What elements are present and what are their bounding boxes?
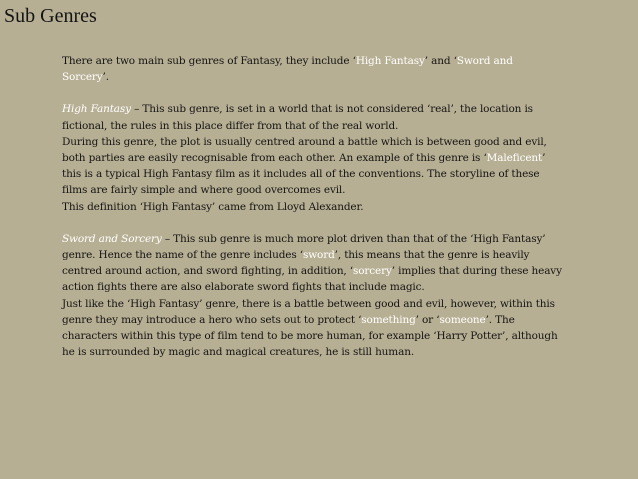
intro-text: ’ and ‘ [424,55,457,67]
paragraph-text: Just like the ‘High Fantasy’ genre, there is a battle between good and evil, however, within this genre they may introduce a hero who sets out to protect ‘ [62,297,555,326]
highlight-something: something [361,313,416,326]
paragraph-text: – This sub genre is much more plot driven than that of the ‘High Fantasy’ genre. Hence the name of the genre includes ‘ [62,232,546,262]
highlight-sword-and-sorcery: Sword and Sorcery [62,55,513,84]
paragraph-text: ’ or ‘ [415,313,440,326]
slide-body [62,53,562,360]
high-fantasy-definition [62,101,562,133]
term-sword-and-sorcery: Sword and Sorcery [62,232,162,245]
intro-text: ’. [102,71,109,84]
sword-sorcery-definition [62,231,562,296]
intro-paragraph [62,53,562,85]
sword-sorcery-comparison [62,296,562,361]
paragraph-text: ’ implies that during these heavy action fights there are also elaborate sword fights that include magic. [62,265,562,294]
highlight-high-fantasy: High Fantasy [355,55,425,67]
highlight-someone: someone [439,313,486,326]
intro-text: There are two main sub genres of Fantasy, they include ‘ [62,55,356,67]
highlight-sword: sword [302,249,335,262]
paragraph-gap [62,85,562,101]
highlight-sorcery: sorcery [353,265,392,278]
paragraph-text: – This sub genre, is set in a world that is not considered ‘real’, the location is fictional, the rules in this place differ from that of the real world. [62,103,533,132]
paragraph-text: ’, this means that the genre is heavily centred around action, and sword fighting, in addition, ‘ [62,249,530,278]
paragraph-text: ’. The characters within this type of film tend to be more human, for example ‘Harry Potter’, although he is surrounded by magic and magical creatures, he is still human. [62,313,558,359]
paragraph-text: During this genre, the plot is usually centred around a battle which is between good and evil, both parties are easily recognisable from each other. An example of this genre is ‘ [62,135,547,165]
high-fantasy-plot [62,134,562,199]
highlight-maleficent: Maleficent [486,152,543,165]
paragraph-gap [62,215,562,231]
term-high-fantasy: High Fantasy [62,103,131,116]
paragraph-text: ’ this is a typical High Fantasy film as it includes all of the conventions. The storyline of these films are fairly simple and where good overcomes evil. [62,152,546,197]
high-fantasy-origin: This definition ‘High Fantasy’ came from Lloyd Alexander. [62,200,364,213]
slide-title: Sub Genres [4,5,97,27]
